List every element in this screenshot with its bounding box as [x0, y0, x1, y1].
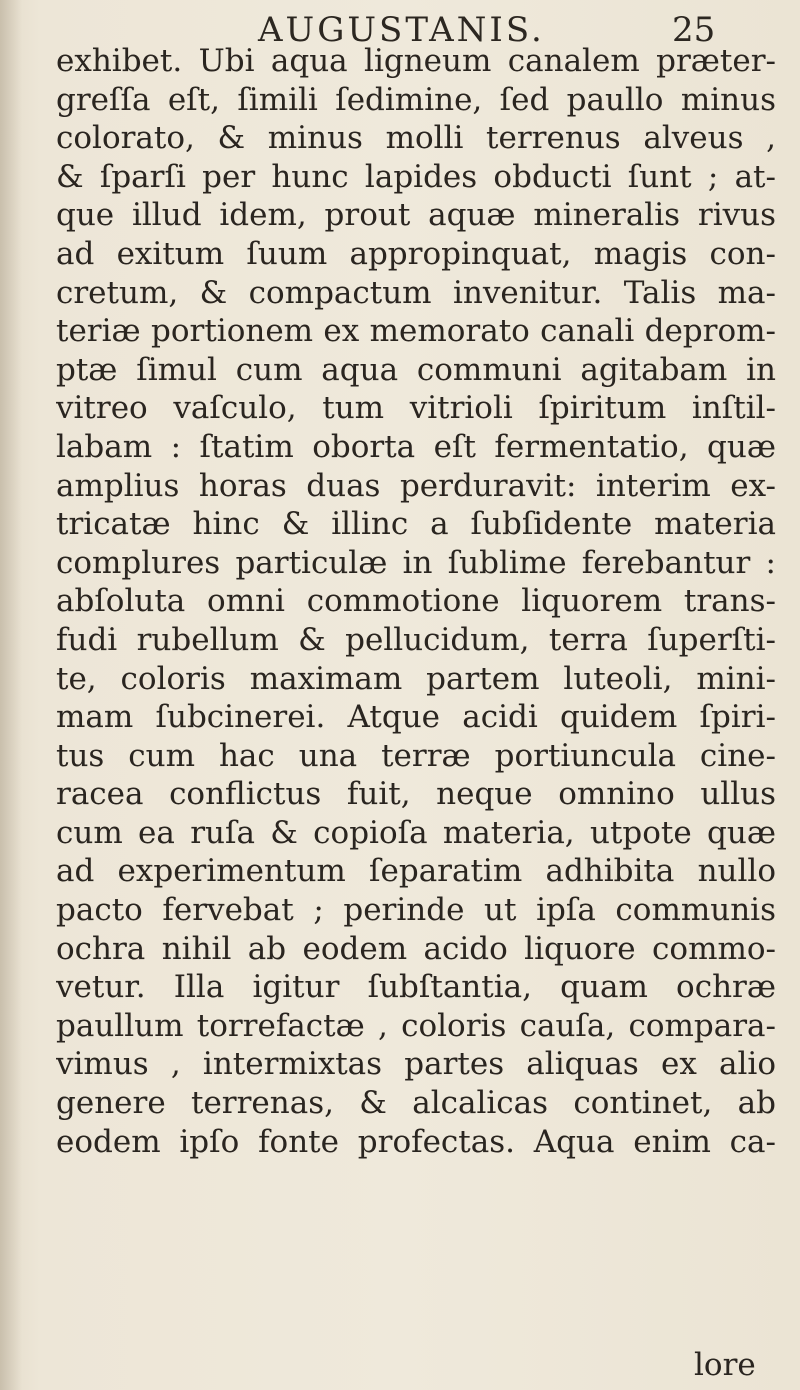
text-line: labam : ſtatim oborta eſt fermentatio, quæ — [56, 428, 776, 465]
text-line: mam ſubcinerei. Atque acidi quidem ſpiri- — [56, 699, 776, 736]
text-line: vimus , intermixtas partes aliquas ex alio — [56, 1046, 776, 1083]
text-line: ochra nihil ab eodem acido liquore commo- — [56, 930, 776, 967]
text-line: cretum, & compactum invenitur. Talis ma- — [56, 274, 776, 311]
text-line: tus cum hac una terræ portiuncula cine- — [56, 737, 776, 774]
text-line: & ſparſi per hunc lapides obducti ſunt ; at- — [56, 158, 776, 195]
text-line: amplius horas duas perduravit: interim ex- — [56, 467, 776, 504]
text-line: eodem ipſo fonte profectas. Aqua enim ca- — [56, 1123, 776, 1160]
text-line: teriæ portionem ex memorato canali deprom- — [56, 313, 776, 350]
text-line: que illud idem, prout aquæ mineralis rivus — [56, 197, 776, 234]
text-line: vitreo vaſculo, tum vitrioli ſpiritum inſtil- — [56, 390, 776, 427]
text-line: te, coloris maximam partem luteoli, mini- — [56, 660, 776, 697]
text-line: vetur. Illa igitur ſubſtantia, quam ochræ — [56, 969, 776, 1006]
text-line: colorato, & minus molli terrenus alveus , — [56, 120, 776, 157]
text-line: ad exitum ſuum appropinquat, magis con- — [56, 235, 776, 272]
text-line: complures particulæ in ſublime ferebantur : — [56, 544, 776, 581]
text-line: exhibet. Ubi aqua ligneum canalem præter- — [56, 43, 776, 79]
page-number: 25 — [672, 10, 716, 50]
text-line: abſoluta omni commotione liquorem trans- — [56, 583, 776, 620]
body-text — [56, 42, 776, 1161]
text-line: ad experimentum ſeparatim adhibita nullo — [56, 853, 776, 890]
text-line: cum ea ruſa & copioſa materia, utpote quæ — [56, 814, 776, 851]
text-line: pacto fervebat ; perinde ut ipſa communis — [56, 892, 776, 929]
text-line: racea conflictus fuit, neque omnino ullus — [56, 776, 776, 813]
text-line: paullum torrefactæ , coloris cauſa, compara- — [56, 1007, 776, 1044]
running-head-title: AUGUSTANIS. — [258, 10, 545, 50]
gutter-shadow — [0, 0, 22, 1390]
text-line: fudi rubellum & pellucidum, terra ſuperſti- — [56, 621, 776, 658]
text-line: genere terrenas, & alcalicas continet, ab — [56, 1085, 776, 1122]
text-line: greſſa eſt, ſimili ſedimine, ſed paullo minus — [56, 81, 776, 118]
catchword: lore — [694, 1347, 756, 1383]
text-line: tricatæ hinc & illinc a ſubſidente materia — [56, 506, 776, 543]
text-line: ptæ ſimul cum aqua communi agitabam in — [56, 351, 776, 388]
